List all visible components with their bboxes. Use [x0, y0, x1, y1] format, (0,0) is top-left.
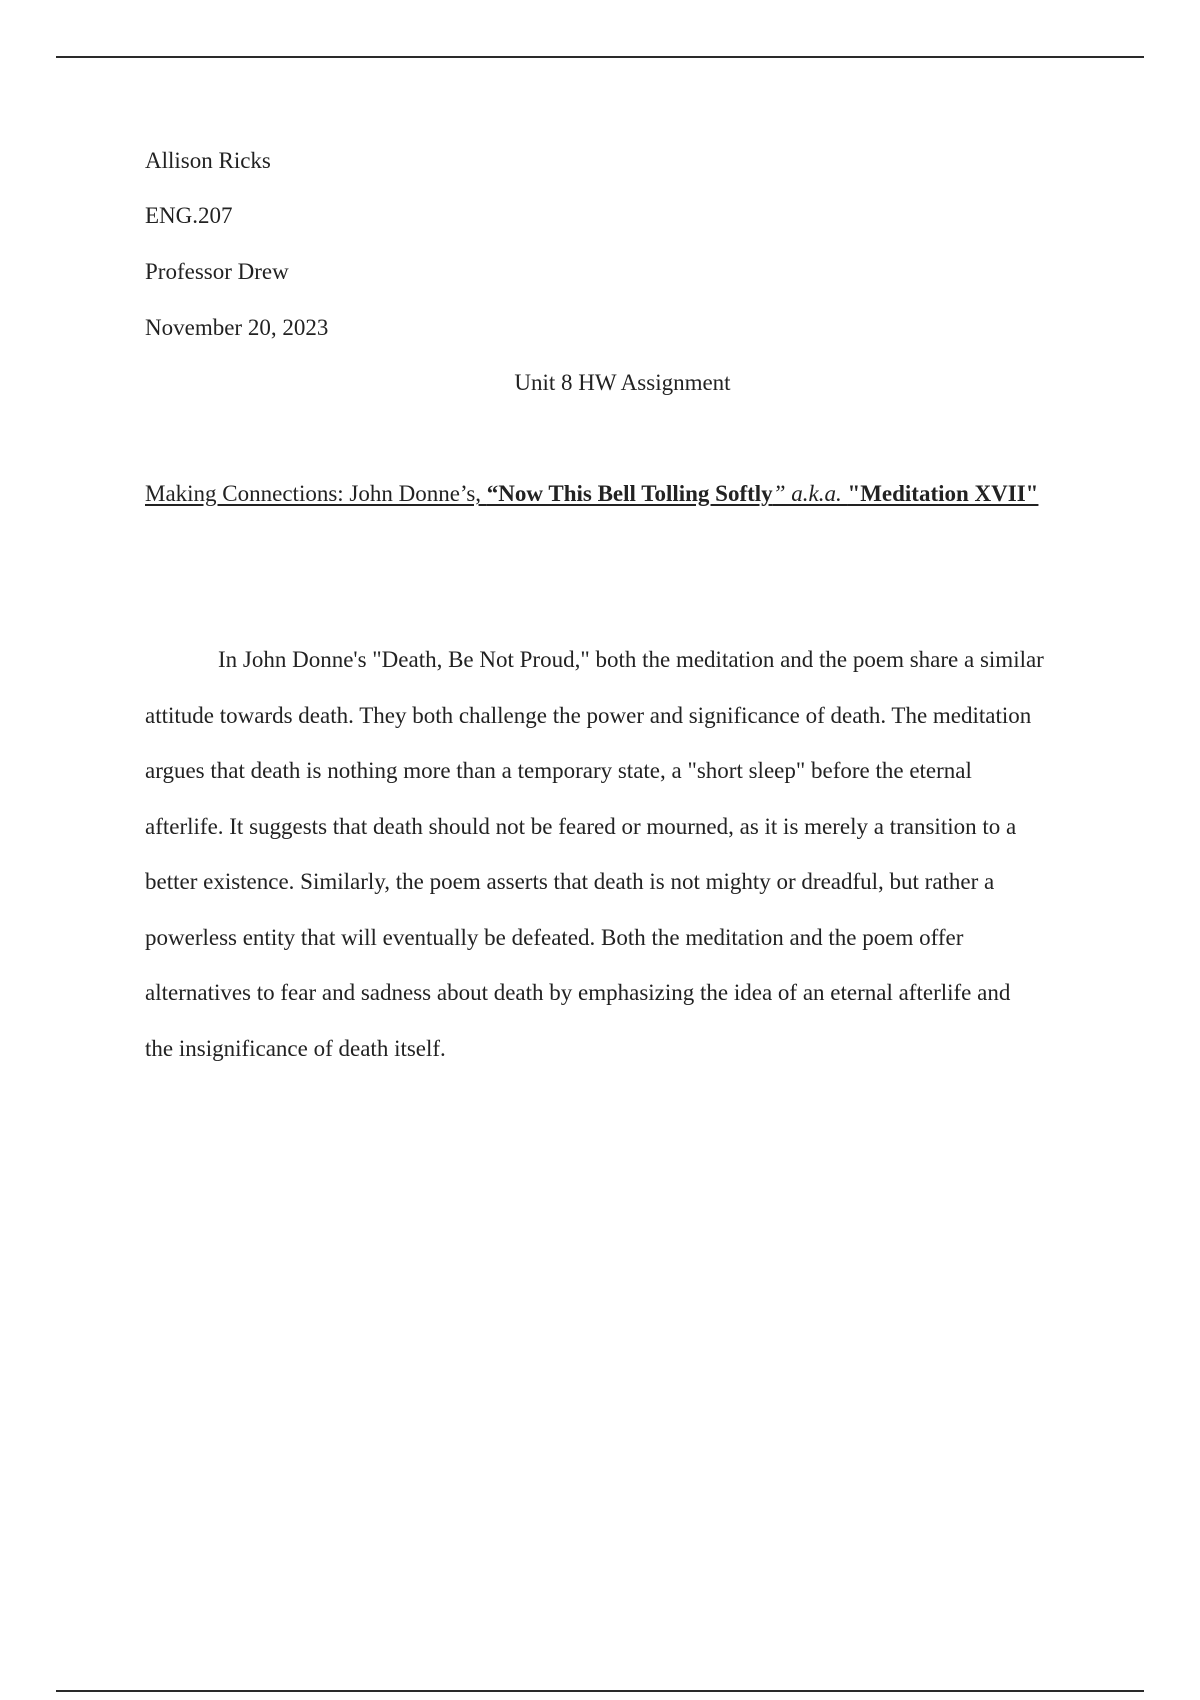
paragraph-line: the insignificance of death itself.	[145, 1036, 446, 1061]
subtitle-italic-aka: ” a.k.a.	[772, 481, 848, 506]
subtitle-prefix: Making Connections: John Donne’s,	[145, 481, 487, 506]
paragraph-line: argues that death is nothing more than a temporary state, a "short sleep" before the eternal	[145, 758, 972, 783]
course-code: ENG.207	[145, 203, 233, 228]
document-subtitle	[145, 482, 1038, 505]
subtitle-bold-title: “Now This Bell Tolling Softly	[486, 481, 773, 506]
paragraph-line: afterlife. It suggests that death should not be feared or mourned, as it is merely a transition to a	[145, 814, 1017, 839]
paragraph-line: attitude towards death. They both challenge the power and significance of death. The meditation	[145, 703, 1032, 728]
top-rule	[56, 56, 1144, 58]
paragraph-line: alternatives to fear and sadness about death by emphasizing the idea of an eternal afterlife and	[145, 980, 1011, 1005]
bottom-rule	[56, 1690, 1144, 1692]
document-title: Unit 8 HW Assignment	[514, 370, 731, 395]
student-name: Allison Ricks	[145, 148, 271, 173]
date: November 20, 2023	[145, 315, 329, 340]
paragraph-line: better existence. Similarly, the poem asserts that death is not mighty or dreadful, but rather a	[145, 869, 995, 894]
professor-name: Professor Drew	[145, 259, 289, 284]
subtitle-bold-meditation: "Meditation XVII"	[847, 481, 1039, 506]
paragraph-line: powerless entity that will eventually be defeated. Both the meditation and the poem offer	[145, 925, 964, 950]
paragraph-line: In John Donne's "Death, Be Not Proud," both the meditation and the poem share a similar	[218, 647, 1044, 672]
